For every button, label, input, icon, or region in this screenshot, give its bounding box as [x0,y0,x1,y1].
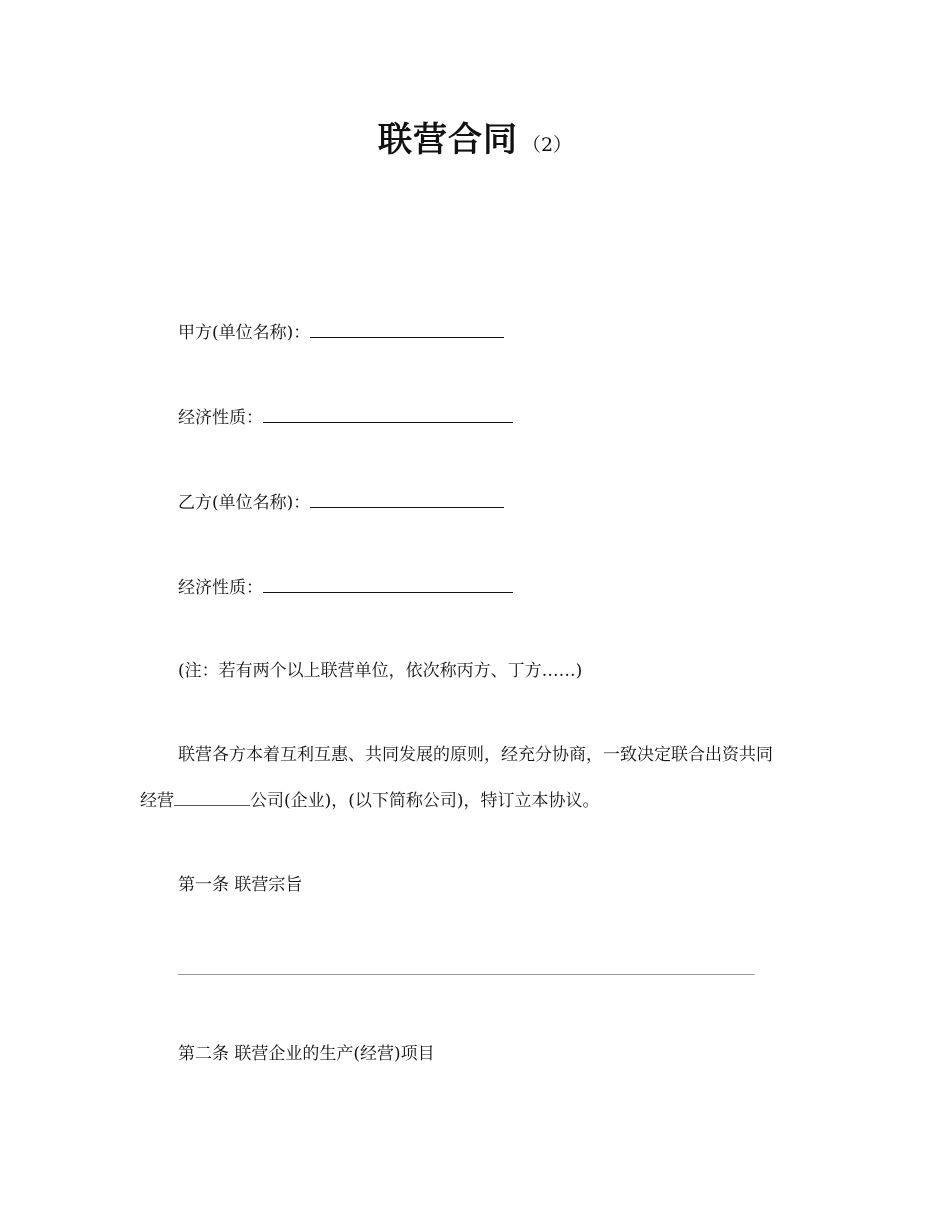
title-sub: （2） [521,134,573,156]
party-a-name-blank[interactable] [310,319,504,338]
party-a-nature-row [178,404,513,430]
party-b-nature-row [178,574,513,600]
article-1-fill-line[interactable] [178,974,755,975]
party-b-name-label: 乙方(单位名称)： [178,493,311,513]
party-b-nature-blank[interactable] [263,574,513,593]
article-1-heading: 第一条 联营宗旨 [178,875,303,895]
party-a-name-row [178,319,504,345]
document-title [0,112,950,161]
party-a-nature-label: 经济性质： [178,408,263,428]
party-b-name-blank[interactable] [310,489,504,508]
intro-line-2-after: 公司(企业)，(以下简称公司)，特订立本协议。 [250,791,600,811]
article-2-heading: 第二条 联营企业的生产(经营)项目 [178,1044,435,1064]
party-b-name-row [178,489,504,515]
party-b-nature-label: 经济性质： [178,578,263,598]
intro-line-1: 联营各方本着互利互惠、共同发展的原则，经充分协商，一致决定联合出资共同 [178,745,773,765]
note-text: (注：若有两个以上联营单位，依次称丙方、丁方……) [178,661,583,681]
intro-line-2 [140,789,600,813]
party-a-nature-blank[interactable] [263,404,513,423]
intro-line-2-before: 经营 [140,791,174,811]
title-main: 联营合同 [377,120,518,160]
company-name-blank[interactable] [174,789,250,806]
party-a-name-label: 甲方(单位名称)： [178,323,311,343]
